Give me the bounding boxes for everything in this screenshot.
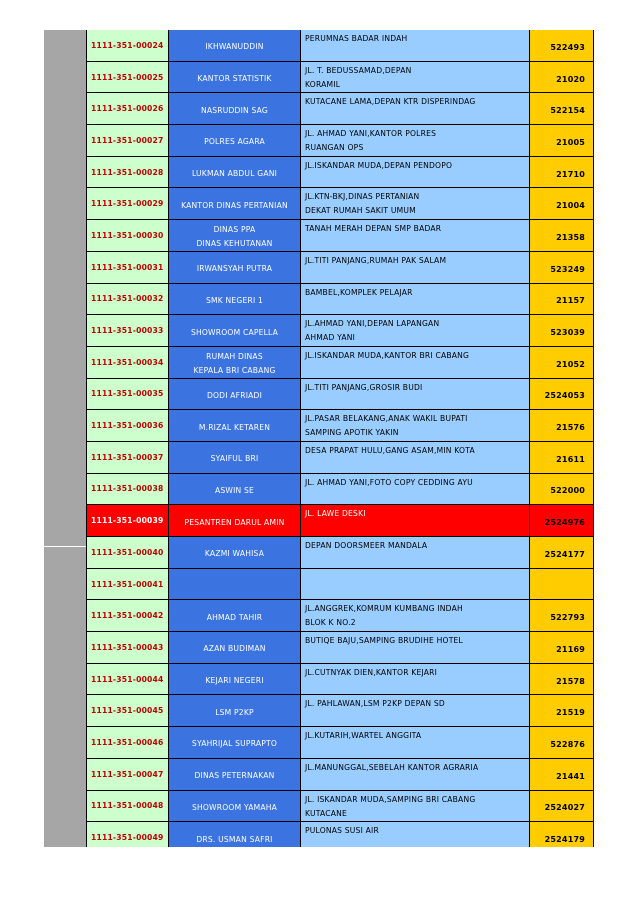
- address-cell: [301, 632, 530, 663]
- customer-id-cell: 1111-351-00035: [86, 379, 169, 410]
- customer-id-cell: 1111-351-00031: [86, 252, 169, 283]
- phone-number-cell: 21519: [530, 695, 594, 726]
- table-row: [86, 695, 594, 727]
- table-row: [86, 93, 594, 125]
- address-line: BUTIQE BAJU,SAMPING BRUDIHE HOTEL: [305, 636, 463, 646]
- address-line: JL. ISKANDAR MUDA,SAMPING BRI CABANG: [305, 794, 476, 804]
- address-cell: [301, 30, 530, 61]
- address-line: JL.KTN-BKJ,DINAS PERTANIAN: [305, 192, 420, 202]
- name-line: SHOWROOM YAMAHA: [191, 802, 278, 812]
- address-line: JL. PAHLAWAN,LSM P2KP DEPAN SD: [305, 699, 445, 709]
- gutter-divider: [44, 546, 86, 547]
- customer-id-cell: 1111-351-00024: [86, 30, 169, 61]
- address-cell: [301, 727, 530, 758]
- name-line: AHMAD TAHIR: [206, 612, 263, 622]
- phone-number-cell: 2524177: [530, 537, 594, 568]
- name-line: SYAHRIJAL SUPRAPTO: [191, 739, 278, 749]
- phone-number-cell: 21169: [530, 632, 594, 663]
- customer-id-cell: 1111-351-00026: [86, 93, 169, 124]
- table-row: [86, 252, 594, 284]
- address-line: JL.PASAR BELAKANG,ANAK WAKIL BUPATI: [305, 414, 468, 424]
- customer-id-cell: 1111-351-00036: [86, 410, 169, 441]
- customer-id-cell: 1111-351-00037: [86, 442, 169, 473]
- address-line: PERUMNAS BADAR INDAH: [305, 34, 408, 43]
- customer-name-cell: [169, 284, 301, 315]
- table-row: [86, 220, 594, 252]
- name-line: POLRES AGARA: [204, 137, 265, 147]
- phone-number-cell: 2524976: [530, 505, 594, 536]
- phone-number-cell: 21020: [530, 62, 594, 93]
- address-cell: [301, 347, 530, 378]
- name-line: DODI AFRIADI: [206, 390, 263, 400]
- table-row: [86, 315, 594, 347]
- address-line: BLOK K NO.2: [305, 618, 356, 628]
- address-cell: [301, 759, 530, 790]
- table-row: [86, 664, 594, 696]
- customer-id-cell: 1111-351-00030: [86, 220, 169, 251]
- name-line: SHOWROOM CAPELLA: [190, 327, 279, 337]
- table-row: [86, 410, 594, 442]
- phone-number-cell: 522793: [530, 600, 594, 631]
- phone-number-cell: 522000: [530, 474, 594, 505]
- customer-id-cell: 1111-351-00048: [86, 791, 169, 822]
- customer-name-cell: [169, 30, 301, 61]
- customer-name-cell: [169, 410, 301, 441]
- address-line: JL.AHMAD YANI,DEPAN LAPANGAN: [305, 319, 440, 329]
- table-row: [86, 537, 594, 569]
- customer-id-cell: 1111-351-00027: [86, 125, 169, 156]
- address-cell: [301, 600, 530, 631]
- name-line: KEJARI NEGERI: [205, 676, 264, 686]
- customer-id-cell: 1111-351-00034: [86, 347, 169, 378]
- table-row: [86, 62, 594, 94]
- address-cell: [301, 252, 530, 283]
- customer-id-cell: 1111-351-00025: [86, 62, 169, 93]
- name-line: LSM P2KP: [215, 707, 254, 717]
- name-line: IKHWANUDDIN: [205, 42, 264, 52]
- address-cell: [301, 188, 530, 219]
- customer-name-cell: [169, 252, 301, 283]
- phone-number-cell: 2524027: [530, 791, 594, 822]
- customer-name-cell: [169, 822, 301, 847]
- phone-number-cell: 523039: [530, 315, 594, 346]
- customer-name-cell: [169, 632, 301, 663]
- table-row: [86, 569, 594, 601]
- address-cell: [301, 664, 530, 695]
- address-line: DEPAN DOORSMEER MANDALA: [305, 541, 428, 550]
- name-line: IRWANSYAH PUTRA: [196, 264, 273, 274]
- address-cell: [301, 379, 530, 410]
- table-row: [86, 727, 594, 759]
- address-line: JL.TITI PANJANG,RUMAH PAK SALAM: [305, 255, 447, 265]
- address-cell: [301, 791, 530, 822]
- address-cell: [301, 569, 530, 600]
- customer-id-cell: 1111-351-00032: [86, 284, 169, 315]
- customer-name-cell: [169, 62, 301, 93]
- name-line: DINAS PETERNAKAN: [194, 771, 275, 781]
- phone-number-cell: 522154: [530, 93, 594, 124]
- phone-number-cell: 21358: [530, 220, 594, 251]
- phone-number-cell: 21611: [530, 442, 594, 473]
- customer-id-cell: 1111-351-00039: [86, 505, 169, 536]
- address-line: RUANGAN OPS: [305, 143, 364, 153]
- table-row: [86, 347, 594, 379]
- name-line: NASRUDDIN SAG: [200, 105, 269, 115]
- table-row: [86, 759, 594, 791]
- name-line: DRS. USMAN SAFRI: [196, 834, 273, 844]
- customer-name-cell: [169, 791, 301, 822]
- address-line: SAMPING APOTIK YAKIN: [305, 428, 399, 438]
- phone-number-cell: 21005: [530, 125, 594, 156]
- customer-name-cell: [169, 569, 301, 600]
- customer-name-cell: [169, 664, 301, 695]
- name-line: PESANTREN DARUL AMIN: [184, 517, 285, 527]
- address-line: AHMAD YANI: [305, 333, 356, 343]
- customer-name-cell: [169, 727, 301, 758]
- address-cell: [301, 537, 530, 568]
- customer-id-cell: 1111-351-00044: [86, 664, 169, 695]
- phone-number-cell: 21441: [530, 759, 594, 790]
- table-row: [86, 284, 594, 316]
- address-line: JL. AHMAD YANI,FOTO COPY CEDDING AYU: [305, 477, 473, 487]
- table-row: [86, 157, 594, 189]
- customer-id-cell: 1111-351-00049: [86, 822, 169, 847]
- address-line: JL.ISKANDAR MUDA,KANTOR BRI CABANG: [305, 350, 470, 360]
- address-line: BAMBEL,KOMPLEK PELAJAR: [305, 287, 413, 297]
- address-cell: [301, 442, 530, 473]
- phone-number-cell: 2524053: [530, 379, 594, 410]
- address-line: JL.ANGGREK,KOMRUM KUMBANG INDAH: [305, 604, 463, 614]
- phone-number-cell: 522876: [530, 727, 594, 758]
- phone-number-cell: 21052: [530, 347, 594, 378]
- name-line: SYAIFUL BRI: [210, 454, 259, 464]
- phone-number-cell: 523249: [530, 252, 594, 283]
- name-line: KAZMI WAHISA: [204, 549, 265, 559]
- customer-name-cell: [169, 379, 301, 410]
- phone-number-cell: 21157: [530, 284, 594, 315]
- address-cell: [301, 315, 530, 346]
- table-row: [86, 600, 594, 632]
- address-line: JL.KUTARIH,WARTEL ANGGITA: [305, 731, 422, 741]
- customer-name-cell: [169, 505, 301, 536]
- address-line: KORAMIL: [305, 79, 341, 89]
- address-line: TANAH MERAH DEPAN SMP BADAR: [305, 224, 442, 234]
- address-cell: [301, 157, 530, 188]
- name-line: RUMAH DINAS: [206, 352, 263, 362]
- address-cell: [301, 220, 530, 251]
- table-row: [86, 188, 594, 220]
- address-cell: [301, 505, 530, 536]
- phone-number-cell: 21710: [530, 157, 594, 188]
- customer-name-cell: [169, 474, 301, 505]
- address-line: DEKAT RUMAH SAKIT UMUM: [305, 206, 416, 216]
- name-line: AZAN BUDIMAN: [203, 644, 266, 654]
- table-row: [86, 379, 594, 411]
- customer-name-cell: [169, 93, 301, 124]
- table-row: [86, 822, 594, 847]
- customer-id-cell: 1111-351-00043: [86, 632, 169, 663]
- customer-id-cell: 1111-351-00042: [86, 600, 169, 631]
- customer-name-cell: [169, 347, 301, 378]
- name-line: KANTOR DINAS PERTANIAN: [181, 200, 288, 210]
- customer-name-cell: [169, 188, 301, 219]
- address-cell: [301, 62, 530, 93]
- customer-id-cell: 1111-351-00028: [86, 157, 169, 188]
- address-cell: [301, 125, 530, 156]
- name-line: LUKMAN ABDUL GANI: [191, 169, 278, 179]
- customer-name-cell: [169, 759, 301, 790]
- customer-name-cell: [169, 442, 301, 473]
- customer-id-cell: 1111-351-00047: [86, 759, 169, 790]
- table-row: [86, 125, 594, 157]
- customer-id-cell: 1111-351-00033: [86, 315, 169, 346]
- address-line: JL. T. BEDUSSAMAD,DEPAN: [305, 65, 412, 75]
- address-line: JL.TITI PANJANG,GROSIR BUDI: [305, 382, 423, 392]
- name-line: ASWIN SE: [214, 485, 255, 495]
- name-line: KEPALA BRI CABANG: [193, 366, 276, 376]
- customer-name-cell: [169, 537, 301, 568]
- address-line: JL.ISKANDAR MUDA,DEPAN PENDOPO: [305, 160, 453, 170]
- table-row: [86, 791, 594, 823]
- phone-number-cell: 21576: [530, 410, 594, 441]
- address-cell: [301, 410, 530, 441]
- phone-number-cell: 21578: [530, 664, 594, 695]
- customer-name-cell: [169, 157, 301, 188]
- customer-id-cell: 1111-351-00046: [86, 727, 169, 758]
- address-line: JL.CUTNYAK DIEN,KANTOR KEJARI: [305, 667, 438, 677]
- customer-name-cell: [169, 220, 301, 251]
- row-gutter: [44, 30, 86, 847]
- table-row: [86, 30, 594, 62]
- address-line: JL. AHMAD YANI,KANTOR POLRES: [305, 129, 437, 139]
- name-line: SMK NEGERI 1: [205, 295, 264, 305]
- customer-id-cell: 1111-351-00040: [86, 537, 169, 568]
- table-row: [86, 474, 594, 506]
- customer-id-cell: 1111-351-00038: [86, 474, 169, 505]
- phone-number-cell: 2524179: [530, 822, 594, 847]
- address-line: PULONAS SUSI AIR: [305, 826, 379, 836]
- table-row: [86, 442, 594, 474]
- name-line: M.RIZAL KETAREN: [198, 422, 271, 432]
- customer-name-cell: [169, 315, 301, 346]
- address-line: JL. LAWE DESKI: [305, 509, 366, 519]
- name-line: DINAS KEHUTANAN: [196, 239, 273, 249]
- address-line: KUTACANE LAMA,DEPAN KTR DISPERINDAG: [305, 97, 476, 107]
- address-cell: [301, 822, 530, 847]
- customer-name-cell: [169, 695, 301, 726]
- address-cell: [301, 474, 530, 505]
- address-cell: [301, 93, 530, 124]
- phone-number-cell: 522493: [530, 30, 594, 61]
- address-line: DESA PRAPAT HULU,GANG ASAM,MIN KOTA: [305, 445, 475, 455]
- name-line: KANTOR STATISTIK: [197, 74, 272, 84]
- spreadsheet-page: [44, 30, 594, 847]
- customer-id-cell: 1111-351-00029: [86, 188, 169, 219]
- customer-name-cell: [169, 600, 301, 631]
- data-table: [86, 30, 594, 847]
- phone-number-cell: 21004: [530, 188, 594, 219]
- table-row: [86, 505, 594, 537]
- customer-id-cell: 1111-351-00041: [86, 569, 169, 600]
- phone-number-cell: [530, 569, 594, 600]
- table-row: [86, 632, 594, 664]
- address-cell: [301, 695, 530, 726]
- name-line: DINAS PPA: [213, 225, 256, 235]
- address-line: KUTACANE: [305, 808, 348, 818]
- address-line: JL.MANUNGGAL,SEBELAH KANTOR AGRARIA: [305, 762, 479, 772]
- customer-name-cell: [169, 125, 301, 156]
- address-cell: [301, 284, 530, 315]
- customer-id-cell: 1111-351-00045: [86, 695, 169, 726]
